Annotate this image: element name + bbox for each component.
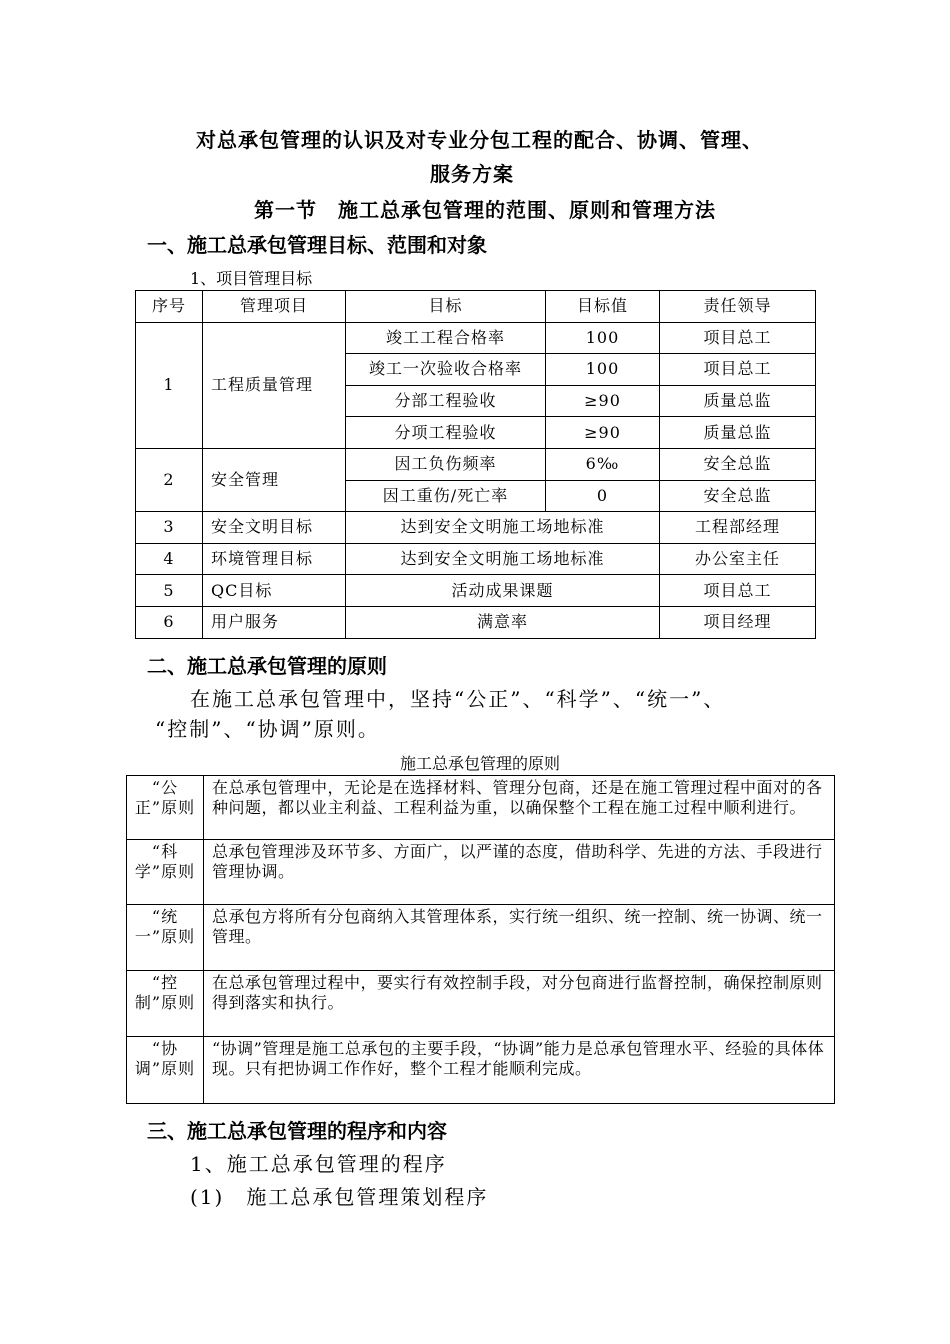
row-target: 分项工程验收: [346, 417, 546, 449]
heading-procedures: 三、施工总承包管理的程序和内容: [147, 1119, 447, 1143]
row-value: 100: [546, 322, 660, 354]
row-value: ≥90: [546, 385, 660, 417]
section-title: 第一节 施工总承包管理的范围、原则和管理方法: [254, 198, 716, 222]
table-row: [127, 905, 835, 971]
row-target: 因工负伤频率: [346, 448, 546, 480]
row-no: 2: [136, 448, 203, 511]
header-value: 目标值: [546, 291, 660, 323]
table-row: [136, 322, 816, 354]
row-item: 安全文明目标: [203, 512, 346, 544]
row-leader: 质量总监: [660, 385, 816, 417]
row-item: QC目标: [203, 575, 346, 607]
row-leader: 质量总监: [660, 417, 816, 449]
row-value: 6‰: [546, 448, 660, 480]
principles-paragraph-line2: “控制”、“协调”原则。: [155, 717, 380, 741]
table-row: [127, 971, 835, 1037]
row-value: 100: [546, 354, 660, 386]
row-leader: 项目总工: [660, 354, 816, 386]
principle-name: “协调”原则: [127, 1037, 204, 1104]
row-leader: 项目总工: [660, 575, 816, 607]
row-target: 达到安全文明施工场地标准: [346, 543, 660, 575]
row-value: 0: [546, 480, 660, 512]
row-item: 用户服务: [203, 606, 346, 638]
goals-header-row: [136, 291, 816, 323]
table-row: [127, 840, 835, 905]
row-leader: 项目经理: [660, 606, 816, 638]
row-no: 3: [136, 512, 203, 544]
document-title-line2: 服务方案: [430, 162, 514, 186]
row-target: 分部工程验收: [346, 385, 546, 417]
row-target: 因工重伤/死亡率: [346, 480, 546, 512]
table-row: [136, 606, 816, 638]
document-title-line1: 对总承包管理的认识及对专业分包工程的配合、协调、管理、: [196, 128, 763, 152]
row-leader: 安全总监: [660, 448, 816, 480]
row-no: 5: [136, 575, 203, 607]
principles-paragraph-line1: 在施工总承包管理中，坚持“公正”、“科学”、“统一”、: [190, 687, 726, 711]
row-target: 达到安全文明施工场地标准: [346, 512, 660, 544]
row-leader: 工程部经理: [660, 512, 816, 544]
principle-desc: 在总承包管理中，无论是在选择材料、管理分包商，还是在施工管理过程中面对的各种问题，都以业主利益、工程利益为重，以确保整个工程在施工过程中顺利进行。: [204, 776, 835, 840]
heading-principles: 二、施工总承包管理的原则: [147, 654, 387, 678]
row-no: 6: [136, 606, 203, 638]
header-item: 管理项目: [203, 291, 346, 323]
row-no: 1: [136, 322, 203, 448]
principles-table: [126, 775, 835, 1104]
row-value: ≥90: [546, 417, 660, 449]
table-row: [136, 448, 816, 480]
row-target: 竣工一次验收合格率: [346, 354, 546, 386]
subheading-project-goals: 1、项目管理目标: [190, 269, 313, 288]
principle-name: “公正”原则: [127, 776, 204, 840]
header-no: 序号: [136, 291, 203, 323]
row-target: 竣工工程合格率: [346, 322, 546, 354]
row-target: 满意率: [346, 606, 660, 638]
principle-desc: 在总承包管理过程中，要实行有效控制手段，对分包商进行监督控制，确保控制原则得到落实和执行。: [204, 971, 835, 1037]
principle-desc: 总承包管理涉及环节多、方面广，以严谨的态度，借助科学、先进的方法、手段进行管理协调。: [204, 840, 835, 905]
header-target: 目标: [346, 291, 546, 323]
subheading-procedures: 1、施工总承包管理的程序: [190, 1152, 447, 1176]
table-row: [127, 1037, 835, 1104]
principle-name: “控制”原则: [127, 971, 204, 1037]
table-row: [127, 776, 835, 840]
goals-table: [135, 290, 816, 639]
row-item: 工程质量管理: [203, 322, 346, 448]
principles-table-caption: 施工总承包管理的原则: [400, 754, 561, 773]
header-leader: 责任领导: [660, 291, 816, 323]
row-item: 环境管理目标: [203, 543, 346, 575]
principle-desc: “协调”管理是施工总承包的主要手段，“协调”能力是总承包管理水平、经验的具体体现。只有把协调工作作好，整个工程才能顺利完成。: [204, 1037, 835, 1104]
item-planning-procedure: (1) 施工总承包管理策划程序: [190, 1185, 489, 1209]
table-row: [136, 543, 816, 575]
row-leader: 项目总工: [660, 322, 816, 354]
heading-goals-scope: 一、施工总承包管理目标、范围和对象: [147, 233, 487, 257]
row-item: 安全管理: [203, 448, 346, 511]
principle-name: “科学”原则: [127, 840, 204, 905]
principle-desc: 总承包方将所有分包商纳入其管理体系，实行统一组织、统一控制、统一协调、统一管理。: [204, 905, 835, 971]
row-leader: 安全总监: [660, 480, 816, 512]
table-row: [136, 575, 816, 607]
principle-name: “统一”原则: [127, 905, 204, 971]
row-target: 活动成果课题: [346, 575, 660, 607]
row-no: 4: [136, 543, 203, 575]
row-leader: 办公室主任: [660, 543, 816, 575]
table-row: [136, 512, 816, 544]
